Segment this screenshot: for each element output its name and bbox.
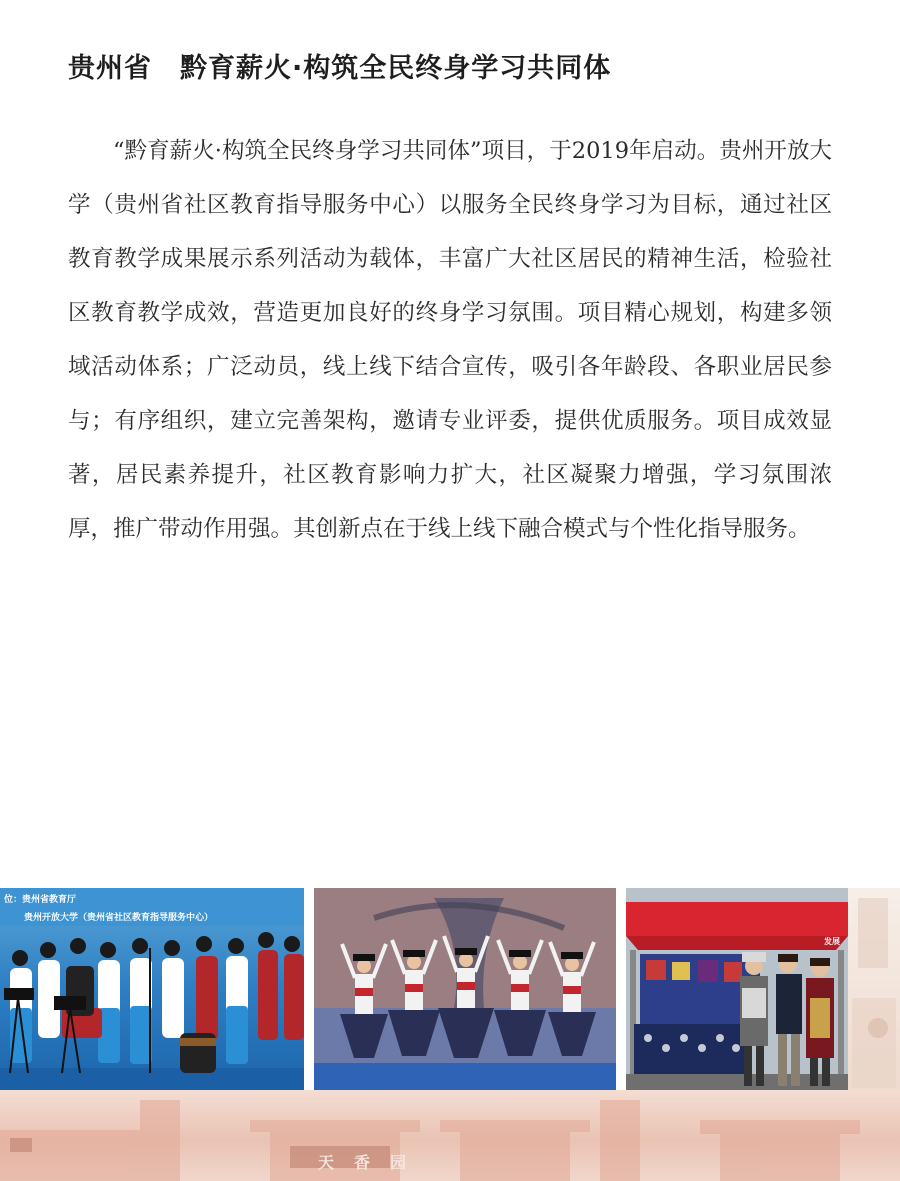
page-title [68, 46, 611, 85]
photo1-banner-line2: 贵州开放大学（贵州省社区教育指导服务中心） [24, 913, 214, 923]
title-project: 黔育薪火·构筑全民终身学习共同体 [180, 53, 612, 84]
photo3-sign: 发展 [824, 937, 840, 946]
title-province: 贵州省 [68, 53, 152, 84]
photo1-banner-line1: 位：贵州省教育厅 [4, 895, 77, 905]
photo-exhibition-booth [626, 888, 848, 1102]
footer-archway-watermark [0, 1090, 900, 1181]
footer-sign-text: 天香园 [318, 1153, 427, 1172]
body-paragraph: “黔育薪火·构筑全民终身学习共同体”项目，于2019年启动。贵州开放大学（贵州省社区教育指导服务中心）以服务全民终身学习为目标，通过社区教育教学成果展示系列活动为载体，丰富广大社区居民的精神生活，检验社区教育教学成效，营造更加良好的终身学习氛围。项目精心规划，构建多领域活动体系；广泛动员，线上线下结合宣传，吸引各年龄段、各职业居民参与；有序组织，建立完善架构，邀请专业评委，提供优质服务。项目成效显著，居民素养提升，社区教育影响力扩大，社区凝聚力增强，学习氛围浓厚，推广带动作用强。其创新点在于线上线下融合模式与个性化指导服务。 [68, 138, 832, 542]
decorative-edge [848, 888, 900, 1102]
photo-choir-performance [0, 888, 304, 1102]
photo-dance-performance [314, 888, 616, 1102]
